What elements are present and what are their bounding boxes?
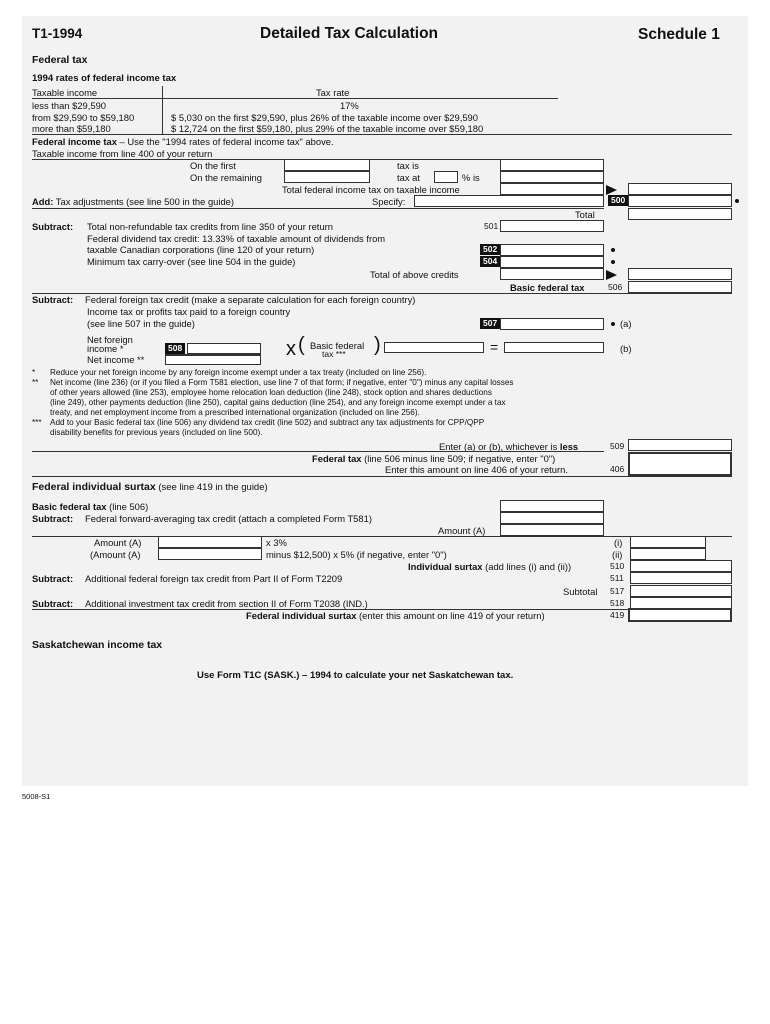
section-heading-surtax: Federal individual surtax (see line 419 in the guide) — [32, 481, 268, 493]
subtotal-label: Subtotal — [563, 586, 598, 597]
line-number-517: 517 — [610, 586, 625, 596]
page-title: Detailed Tax Calculation — [260, 25, 439, 42]
rate-row-income: less than $29,590 — [32, 100, 107, 111]
section-heading-saskatchewan: Saskatchewan income tax — [32, 639, 163, 651]
tax-is-field[interactable] — [500, 159, 604, 171]
rates-heading: 1994 rates of federal income tax — [32, 73, 177, 84]
on-remaining-label: On the remaining — [190, 172, 262, 183]
bullet-icon — [611, 248, 615, 252]
specify-field[interactable] — [414, 195, 604, 207]
rate-row-income: more than $59,180 — [32, 123, 111, 134]
net-foreign-income-field[interactable] — [187, 343, 261, 354]
surtax-basic-federal-tax-field[interactable] — [500, 500, 604, 512]
line-510-field[interactable] — [630, 560, 732, 572]
line-number-502: 502 — [480, 244, 500, 255]
min-tax-carryover-label: Minimum tax carry-over (see line 504 in the guide) — [87, 256, 296, 267]
line-number-507: 507 — [480, 318, 500, 329]
foreign-credit-label: Federal foreign tax credit (make a separate calculation for each foreign country) — [85, 294, 416, 305]
subtract-label: Subtract: — [32, 221, 74, 232]
on-first-field[interactable] — [284, 159, 370, 171]
footnote-mark: ** — [32, 378, 39, 387]
tax-rate-field[interactable] — [434, 171, 458, 183]
rates-divider — [162, 86, 163, 134]
col-taxable-income: Taxable income — [32, 87, 98, 98]
net-income-label: Net income ** — [87, 354, 145, 365]
on-remaining-field[interactable] — [284, 171, 370, 183]
equals-sign: = — [490, 339, 499, 355]
foreign-credit-result-field[interactable] — [504, 342, 604, 353]
line-number-518: 518 — [610, 598, 625, 608]
enter-a-or-b-label: Enter (a) or (b), whichever is less — [439, 441, 579, 452]
footnote-mark: *** — [32, 418, 42, 427]
minus-12500-label: minus $12,500) x 5% (if negative, enter "0") — [266, 549, 447, 560]
amount-a-paren-label: (Amount (A) — [90, 549, 141, 560]
basic-federal-tax-factor-1: Basic federal — [310, 340, 365, 351]
line-517-field[interactable] — [630, 585, 732, 597]
line-number-511: 511 — [610, 573, 624, 583]
subtract-label: Subtract: — [32, 294, 74, 305]
amount-a-row-label: Amount (A) — [94, 537, 142, 548]
subtract-label: Subtract: — [32, 598, 74, 609]
total-federal-income-tax-label: Total federal income tax on taxable income — [282, 184, 460, 195]
open-paren: ( — [298, 334, 305, 356]
line-number-501: 501 — [484, 221, 499, 231]
line-number-500: 500 — [608, 195, 628, 206]
forward-averaging-label: Federal forward-averaging tax credit (attach a completed Form T581) — [85, 513, 372, 524]
paid-foreign-label-1: Income tax or profits tax paid to a foreign country — [87, 306, 291, 317]
line-507-field[interactable] — [500, 318, 604, 330]
rate-row-rate: $ 5,030 on the first $29,590, plus 26% of the taxable income over $29,590 — [171, 112, 478, 123]
surtax-basic-federal-tax-label: Basic federal tax (line 506) — [32, 501, 149, 512]
footnote-text: treaty, and net employment income from a prescribed international organization (included on line 256). — [50, 408, 420, 417]
times-3pct-label: x 3% — [266, 537, 287, 548]
rates-header-rule — [32, 98, 558, 99]
footnote-text: (line 249), other payments deduction (line 250), capital gains deduction (line 254), and any foreign income exempt under a tax — [50, 398, 506, 407]
total-above-credits-label: Total of above credits — [370, 269, 459, 280]
net-foreign-label-2: income * — [87, 343, 124, 354]
fraction-bar — [165, 354, 261, 356]
line-406-field[interactable] — [628, 452, 732, 476]
line-500-field[interactable] — [628, 195, 732, 207]
line-511-field[interactable] — [630, 572, 732, 584]
federal-income-tax-label: Federal income tax – Use the "1994 rates of federal income tax" above. — [32, 136, 334, 147]
subtract-label: Subtract: — [32, 573, 74, 584]
line-number-406: 406 — [610, 464, 625, 474]
from-line-400-label: Taxable income from line 400 of your return — [32, 148, 213, 159]
enter-406-label: Enter this amount on line 406 of your return. — [385, 464, 568, 475]
form-page — [22, 16, 748, 786]
saskatchewan-instruction: Use Form T1C (SASK.) – 1994 to calculate your net Saskatchewan tax. — [197, 670, 514, 681]
bullet-icon — [611, 260, 615, 264]
line-502-field[interactable] — [500, 244, 604, 256]
amount-a-paren-field[interactable] — [158, 548, 262, 560]
line-number-510: 510 — [610, 561, 625, 571]
additional-foreign-credit-label: Additional federal foreign tax credit from Part II of Form T2209 — [85, 573, 343, 584]
subtract-label: Subtract: — [32, 513, 74, 524]
total-field[interactable] — [628, 208, 732, 220]
line-506-field[interactable] — [628, 281, 732, 293]
bullet-icon — [611, 322, 615, 326]
line-number-504: 504 — [480, 256, 500, 267]
paid-foreign-label-2: (see line 507 in the guide) — [87, 318, 195, 329]
line-number-508: 508 — [165, 343, 185, 354]
section-heading-federal-tax: Federal tax — [32, 54, 88, 66]
specify-label: Specify: — [372, 196, 406, 207]
form-code: 5008-S1 — [22, 792, 51, 801]
pct-is-label: % is — [462, 172, 480, 183]
footnote-text: Net income (line 236) (or if you filed a Form T581 election, use line 7 of that form; if negative, enter "0") minus any capital losses — [50, 378, 514, 387]
line-419-field[interactable] — [628, 608, 732, 622]
individual-surtax-label: Individual surtax (add lines (i) and (ii)) — [408, 561, 572, 572]
line-509-field[interactable] — [628, 439, 732, 451]
on-first-label: On the first — [190, 160, 236, 171]
line-504-field[interactable] — [500, 256, 604, 268]
remaining-tax-field[interactable] — [500, 171, 604, 183]
forward-averaging-field[interactable] — [500, 512, 604, 524]
total-federal-income-tax-carry[interactable] — [628, 183, 732, 195]
line-i-field[interactable] — [630, 536, 706, 548]
net-foreign-label-1: Net foreign — [87, 334, 133, 345]
col-tax-rate: Tax rate — [316, 87, 350, 98]
nonref-credits-label: Total non-refundable tax credits from line 350 of your return — [87, 221, 333, 232]
total-label: Total — [575, 209, 595, 220]
total-above-credits-field[interactable] — [500, 268, 604, 280]
footnote-mark: * — [32, 368, 36, 377]
label-ii: (ii) — [612, 549, 623, 560]
dividend-credit-label-1: Federal dividend tax credit: 13.33% of taxable amount of dividends from — [87, 233, 386, 244]
footnote-text: Reduce your net foreign income by any foreign income exempt under a tax treaty (included on line 256). — [50, 368, 427, 377]
close-paren: ) — [374, 334, 381, 356]
additional-investment-credit-label: Additional investment tax credit from section II of Form T2038 (IND.) — [85, 598, 368, 609]
label-a: (a) — [620, 318, 632, 329]
label-i: (i) — [614, 537, 623, 548]
footnote-text: of other years allowed (line 253), employee home relocation loan deduction (line 248), stock option and shares deductions — [50, 388, 492, 397]
add-tax-adjustments-label: Add: Tax adjustments (see line 500 in the guide) — [32, 196, 235, 207]
federal-individual-surtax-label: Federal individual surtax (enter this amount on line 419 of your return) — [246, 610, 545, 621]
total-above-credits-carry[interactable] — [628, 268, 732, 280]
tax-is-label: tax is — [397, 160, 419, 171]
basic-federal-tax-factor-2: tax *** — [322, 349, 346, 359]
rate-row-income: from $29,590 to $59,180 — [32, 112, 135, 123]
tax-at-label: tax at — [397, 172, 420, 183]
times-sign: x — [286, 338, 296, 360]
label-b: (b) — [620, 343, 632, 354]
line-number-509: 509 — [610, 441, 625, 451]
bullet-icon — [735, 199, 739, 203]
line-501-field[interactable] — [500, 220, 604, 232]
line-number-419: 419 — [610, 610, 625, 620]
amount-a-field[interactable] — [500, 524, 604, 536]
basic-federal-tax-factor-field[interactable] — [384, 342, 484, 353]
basic-federal-tax-label: Basic federal tax — [510, 282, 585, 293]
rate-row-rate: $ 12,724 on the first $59,180, plus 29% of the taxable income over $59,180 — [171, 123, 484, 134]
line-ii-field[interactable] — [630, 548, 706, 560]
arrow-right-icon — [606, 270, 617, 280]
dividend-credit-label-2: taxable Canadian corporations (line 120 of your return) — [87, 244, 315, 255]
rate-row-rate: 17% — [340, 100, 359, 111]
arrow-right-icon — [606, 185, 617, 195]
line-number-506: 506 — [608, 282, 623, 292]
footnote-text: disability benefits for previous years (included on line 500). — [50, 428, 263, 437]
total-federal-income-tax-field[interactable] — [500, 183, 604, 195]
rates-bottom-rule — [32, 134, 732, 135]
footnote-text: Add to your Basic federal tax (line 506) any dividend tax credit (line 502) and subtract any tax adjustments for CPP/QPP — [50, 418, 485, 427]
amount-a-row-field[interactable] — [158, 536, 262, 548]
form-id: T1-1994 — [32, 26, 83, 41]
schedule-label: Schedule 1 — [638, 26, 720, 43]
amount-a-label: Amount (A) — [438, 525, 486, 536]
federal-tax-label: Federal tax (line 506 minus line 509; if negative, enter "0") — [312, 453, 556, 464]
